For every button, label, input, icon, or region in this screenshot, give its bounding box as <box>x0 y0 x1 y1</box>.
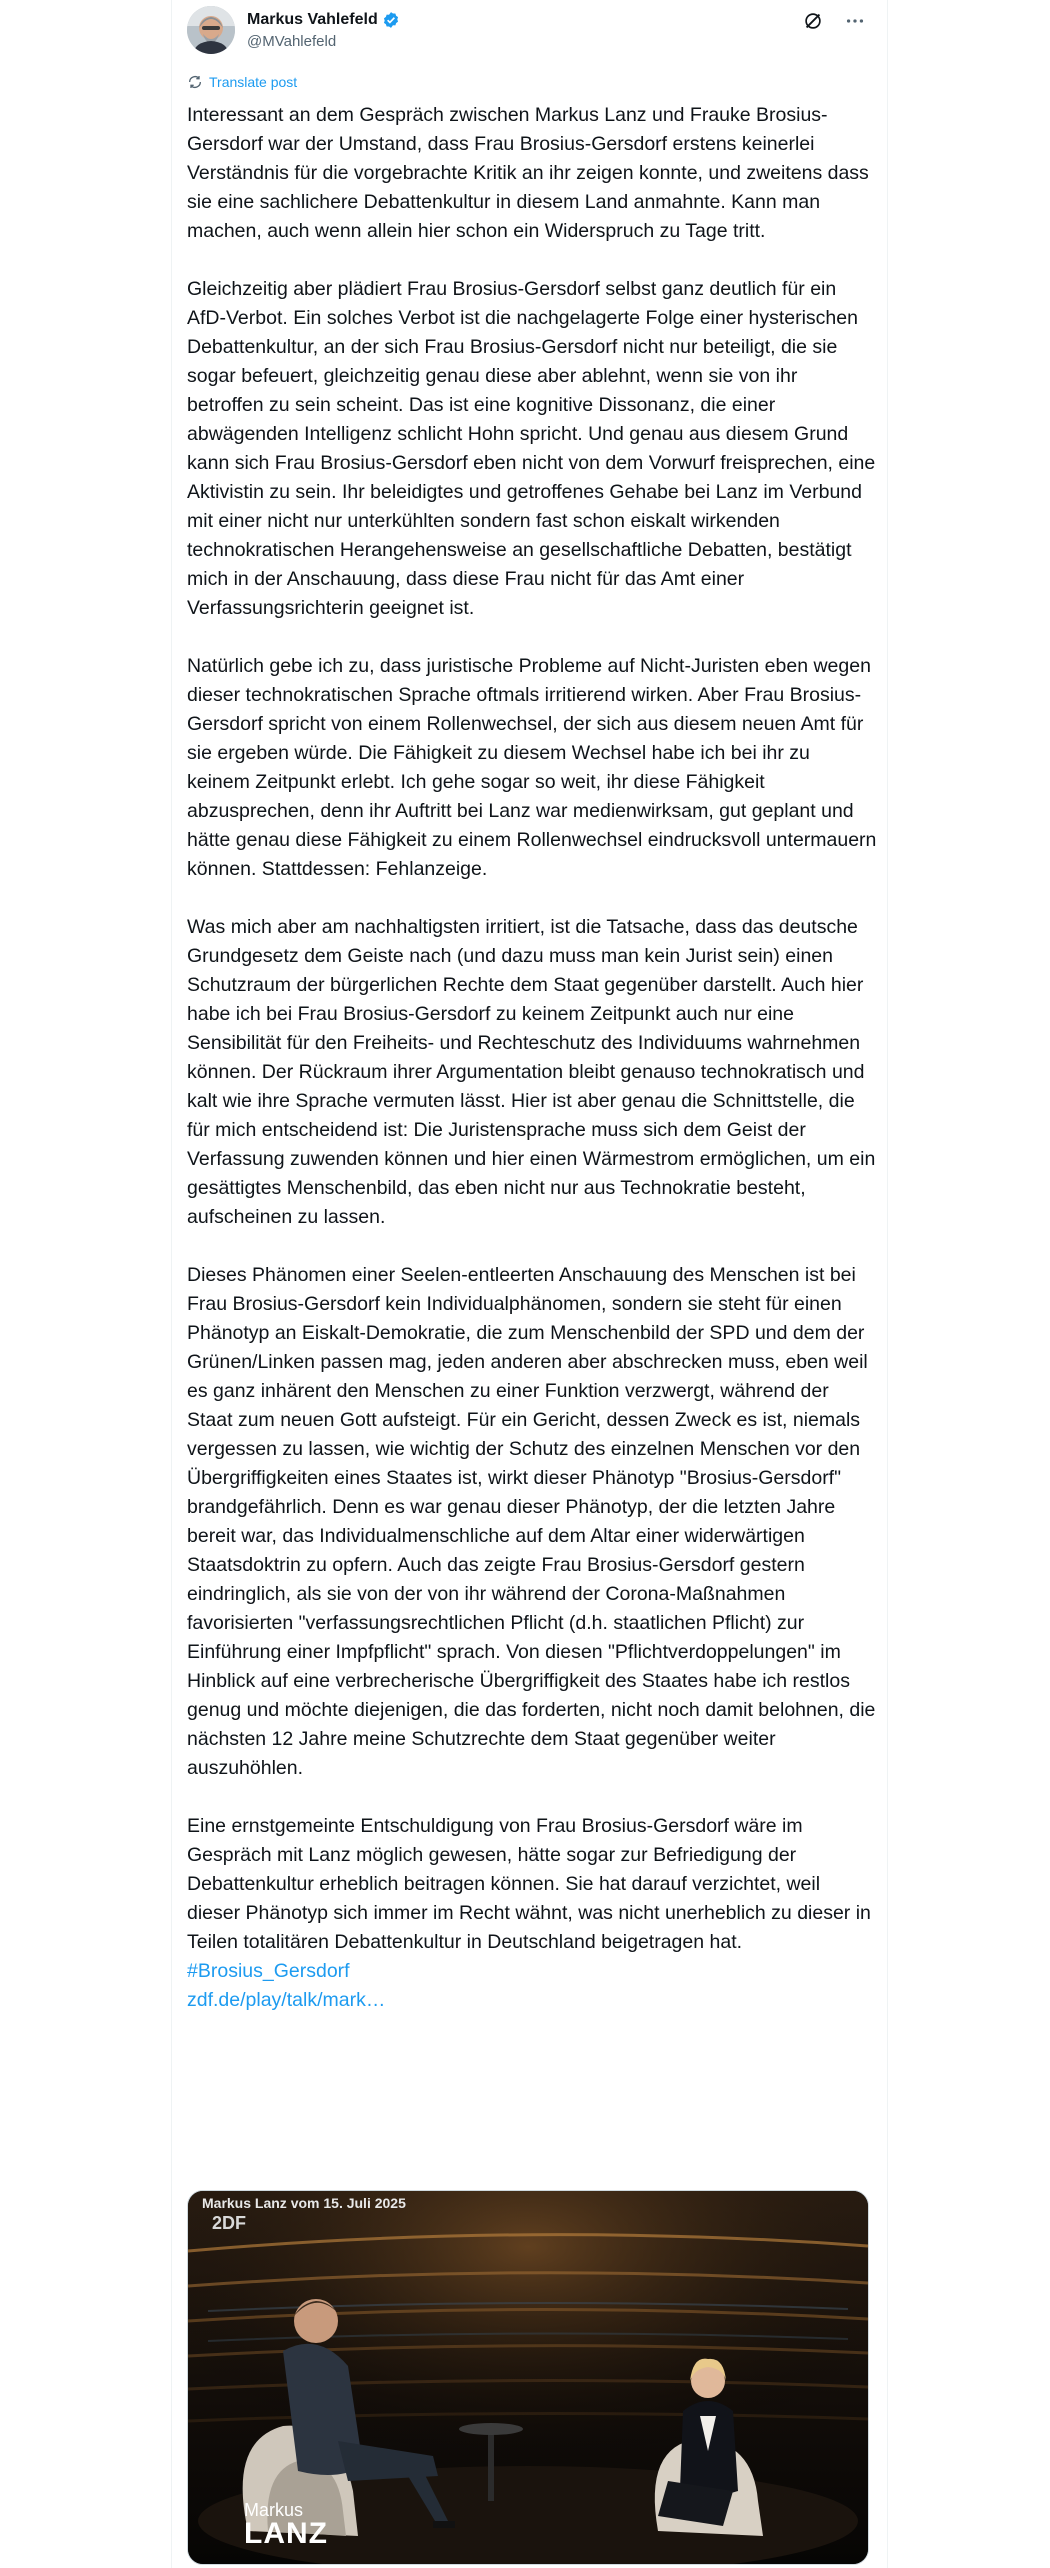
tweet-paragraph: Natürlich gebe ich zu, dass juristische Probleme auf Nicht-Juristen eben wegen dieser technokratischen Sprache oftmals irritierend wirken. Aber Frau Brosius-Gersdorf spricht von einem Rollenwechsel, der sich aus diesem neuen Amt für sie ergeben würde. Die Fähigkeit zu diesem Wechsel habe ich bei ihr zu keinem Zeitpunkt erlebt. Ich gehe sogar so weit, ihr diese Fähigkeit abzusprechen, denn ihr Auftritt bei Lanz war medienwirksam, gut geplant und hätte genau diese Fähigkeit zu einem Rollenwechsel eindrucksvoll untermauern können. Stattdessen: Fehlanzeige. <box>187 655 877 880</box>
translate-post-link[interactable] <box>187 74 297 90</box>
show-logo <box>244 2501 328 2549</box>
zdf-logo: 2DF <box>212 2213 247 2233</box>
translate-label: Translate post <box>209 74 298 90</box>
grok-icon[interactable] <box>802 10 824 32</box>
avatar-photo-icon <box>187 6 235 54</box>
tweet-paragraph: Gleichzeitig aber plädiert Frau Brosius-Gersdorf selbst ganz deutlich für ein AfD-Verbot. Ein solches Verbot ist die nachgelagerte Folge einer hysterischen Debattenkultur, an der sich Frau Brosius-Gersdorf nicht nur beteiligt, die sie sogar befeuert, gleichzeitig genau diese aber ablehnt, wenn sie von ihr betroffen zu sein scheint. Das ist eine kognitive Dissonanz, die einer abwägenden Intelligenz schlicht Hohn spricht. Und genau aus diesem Grund kann sich Frau Brosius-Gersdorf eben nicht von dem Vorwurf freisprechen, eine Aktivistin zu sein. Ihr beleidigtes und getroffenes Gehabe bei Lanz im Verbund mit einer nicht nur unterkühlten sondern fast schon eiskalt wirkenden technokratischen Herangehensweise an gesellschaftliche Debatten, bestätigt mich in der Anschauung, dass diese Frau nicht für das Amt einer Verfassungsrichterin geeignet ist. <box>187 278 876 619</box>
author-handle[interactable]: @MVahlefeld <box>247 33 337 50</box>
translate-icon <box>187 74 203 90</box>
tweet-paragraph: Dieses Phänomen einer Seelen-entleerten Anschauung des Menschen ist bei Frau Brosius-Gersdorf kein Individualphänomen, sondern sie steht für einen Phänotyp an Eiskalt-Demokratie, die zum Menschenbild der SPD und dem der Grünen/Linken passen mag, jeden anderen aber abschrecken muss, eben weil es ganz inhärent den Menschen zu einer Funktion verzwergt, während der Staat zum neuen Gott aufsteigt. Für ein Gericht, dessen Zweck es ist, niemals vergessen zu lassen, wie wichtig der Schutz des einzelnen Menschen vor den Übergriffigkeiten eines Staates ist, wirkt dieser Phänotyp "Brosius-Gersdorf" brandgefährlich. Denn es war genau dieser Phänotyp, der die letzten Jahre bereit war, das Individualmenschliche auf dem Altar einer widerwärtigen Staatsdoktrin zu opfern. Auch das zeigte Frau Brosius-Gersdorf gestern eindringlich, als sie von der von ihr während der Corona-Maßnahmen favorisierten "verfassungsrechtlichen Pflicht (d.h. staatlichen Pflicht) zur Einführung einer Impfpflicht" sprach. Von diesen "Pflichtverdoppelungen" im Hinblick auf eine verbrecherische Übergriffigkeit des Staates habe ich restlos genug und möchte diejenigen, die das forderten, nicht noch damit belohnen, die nächsten 12 Jahre meine Schutzrechte dem Staat gegenüber weiter auszuhöhlen. <box>187 1264 876 1779</box>
show-logo-line2: LANZ <box>244 2517 328 2550</box>
author-display-name[interactable]: Markus Vahlefeld <box>247 11 378 28</box>
external-link[interactable]: zdf.de/play/talk/mark… <box>187 1989 386 2011</box>
tweet-paragraph: Interessant an dem Gespräch zwischen Markus Lanz und Frauke Brosius-Gersdorf war der Umstand, dass Frau Brosius-Gersdorf erstens keinerlei Verständnis für die vorgebrachte Kritik an ihr zeigen konnte, und zweitens dass sie eine sachlichere Debattenkultur in diesem Land anmahnte. Kann man machen, auch wenn allein hier schon ein Widerspruch zu Tage tritt. <box>187 104 869 242</box>
hashtag-link[interactable]: #Brosius_Gersdorf <box>187 1960 350 1982</box>
verified-badge-icon <box>382 11 400 29</box>
tweet-paragraph: Eine ernstgemeinte Entschuldigung von Frau Brosius-Gersdorf wäre im Gespräch mit Lanz möglich gewesen, hätte sogar zur Befriedigung der Debattenkultur erheblich beitragen können. Sie hat darauf verzichtet, weil dieser Phänotyp sich immer im Recht wähnt, was nicht unerheblich zu dieser in Teilen totalitären Debattenkultur in Deutschland beigetragen hat. <box>187 1815 871 1953</box>
video-thumbnail[interactable] <box>187 2190 869 2565</box>
show-logo-line1: Markus <box>244 2500 304 2520</box>
more-icon[interactable] <box>844 10 866 32</box>
avatar[interactable] <box>187 6 235 54</box>
tweet-column <box>171 0 888 2568</box>
tweet-text <box>187 101 877 2015</box>
tweet-paragraph: Was mich aber am nachhaltigsten irritiert, ist die Tatsache, dass das deutsche Grundgesetz dem Geiste nach (und dazu muss man kein Jurist sein) einen Schutzraum der bürgerlichen Rechte dem Staat gegenüber darstellt. Auch hier habe ich bei Frau Brosius-Gersdorf zu keinem Zeitpunkt auch nur eine Sensibilität für den Freiheits- und Rechteschutz des Individuums wahrnehmen können. Der Rückraum ihrer Argumentation bleibt genauso technokratisch und kalt wie ihre Sprache vermuten lässt. Hier ist aber genau die Schnittstelle, die für mich entscheidend ist: Die Juristensprache muss sich dem Geist der Verfassung zuwenden können und hier einen Wärmestrom ermöglichen, um ein gesättigtes Menschenbild, das eben nicht nur aus Technokratie besteht, aufscheinen zu lassen. <box>187 916 876 1228</box>
tweet-header <box>187 6 872 56</box>
video-caption: Markus Lanz vom 15. Juli 2025 <box>202 2195 406 2211</box>
